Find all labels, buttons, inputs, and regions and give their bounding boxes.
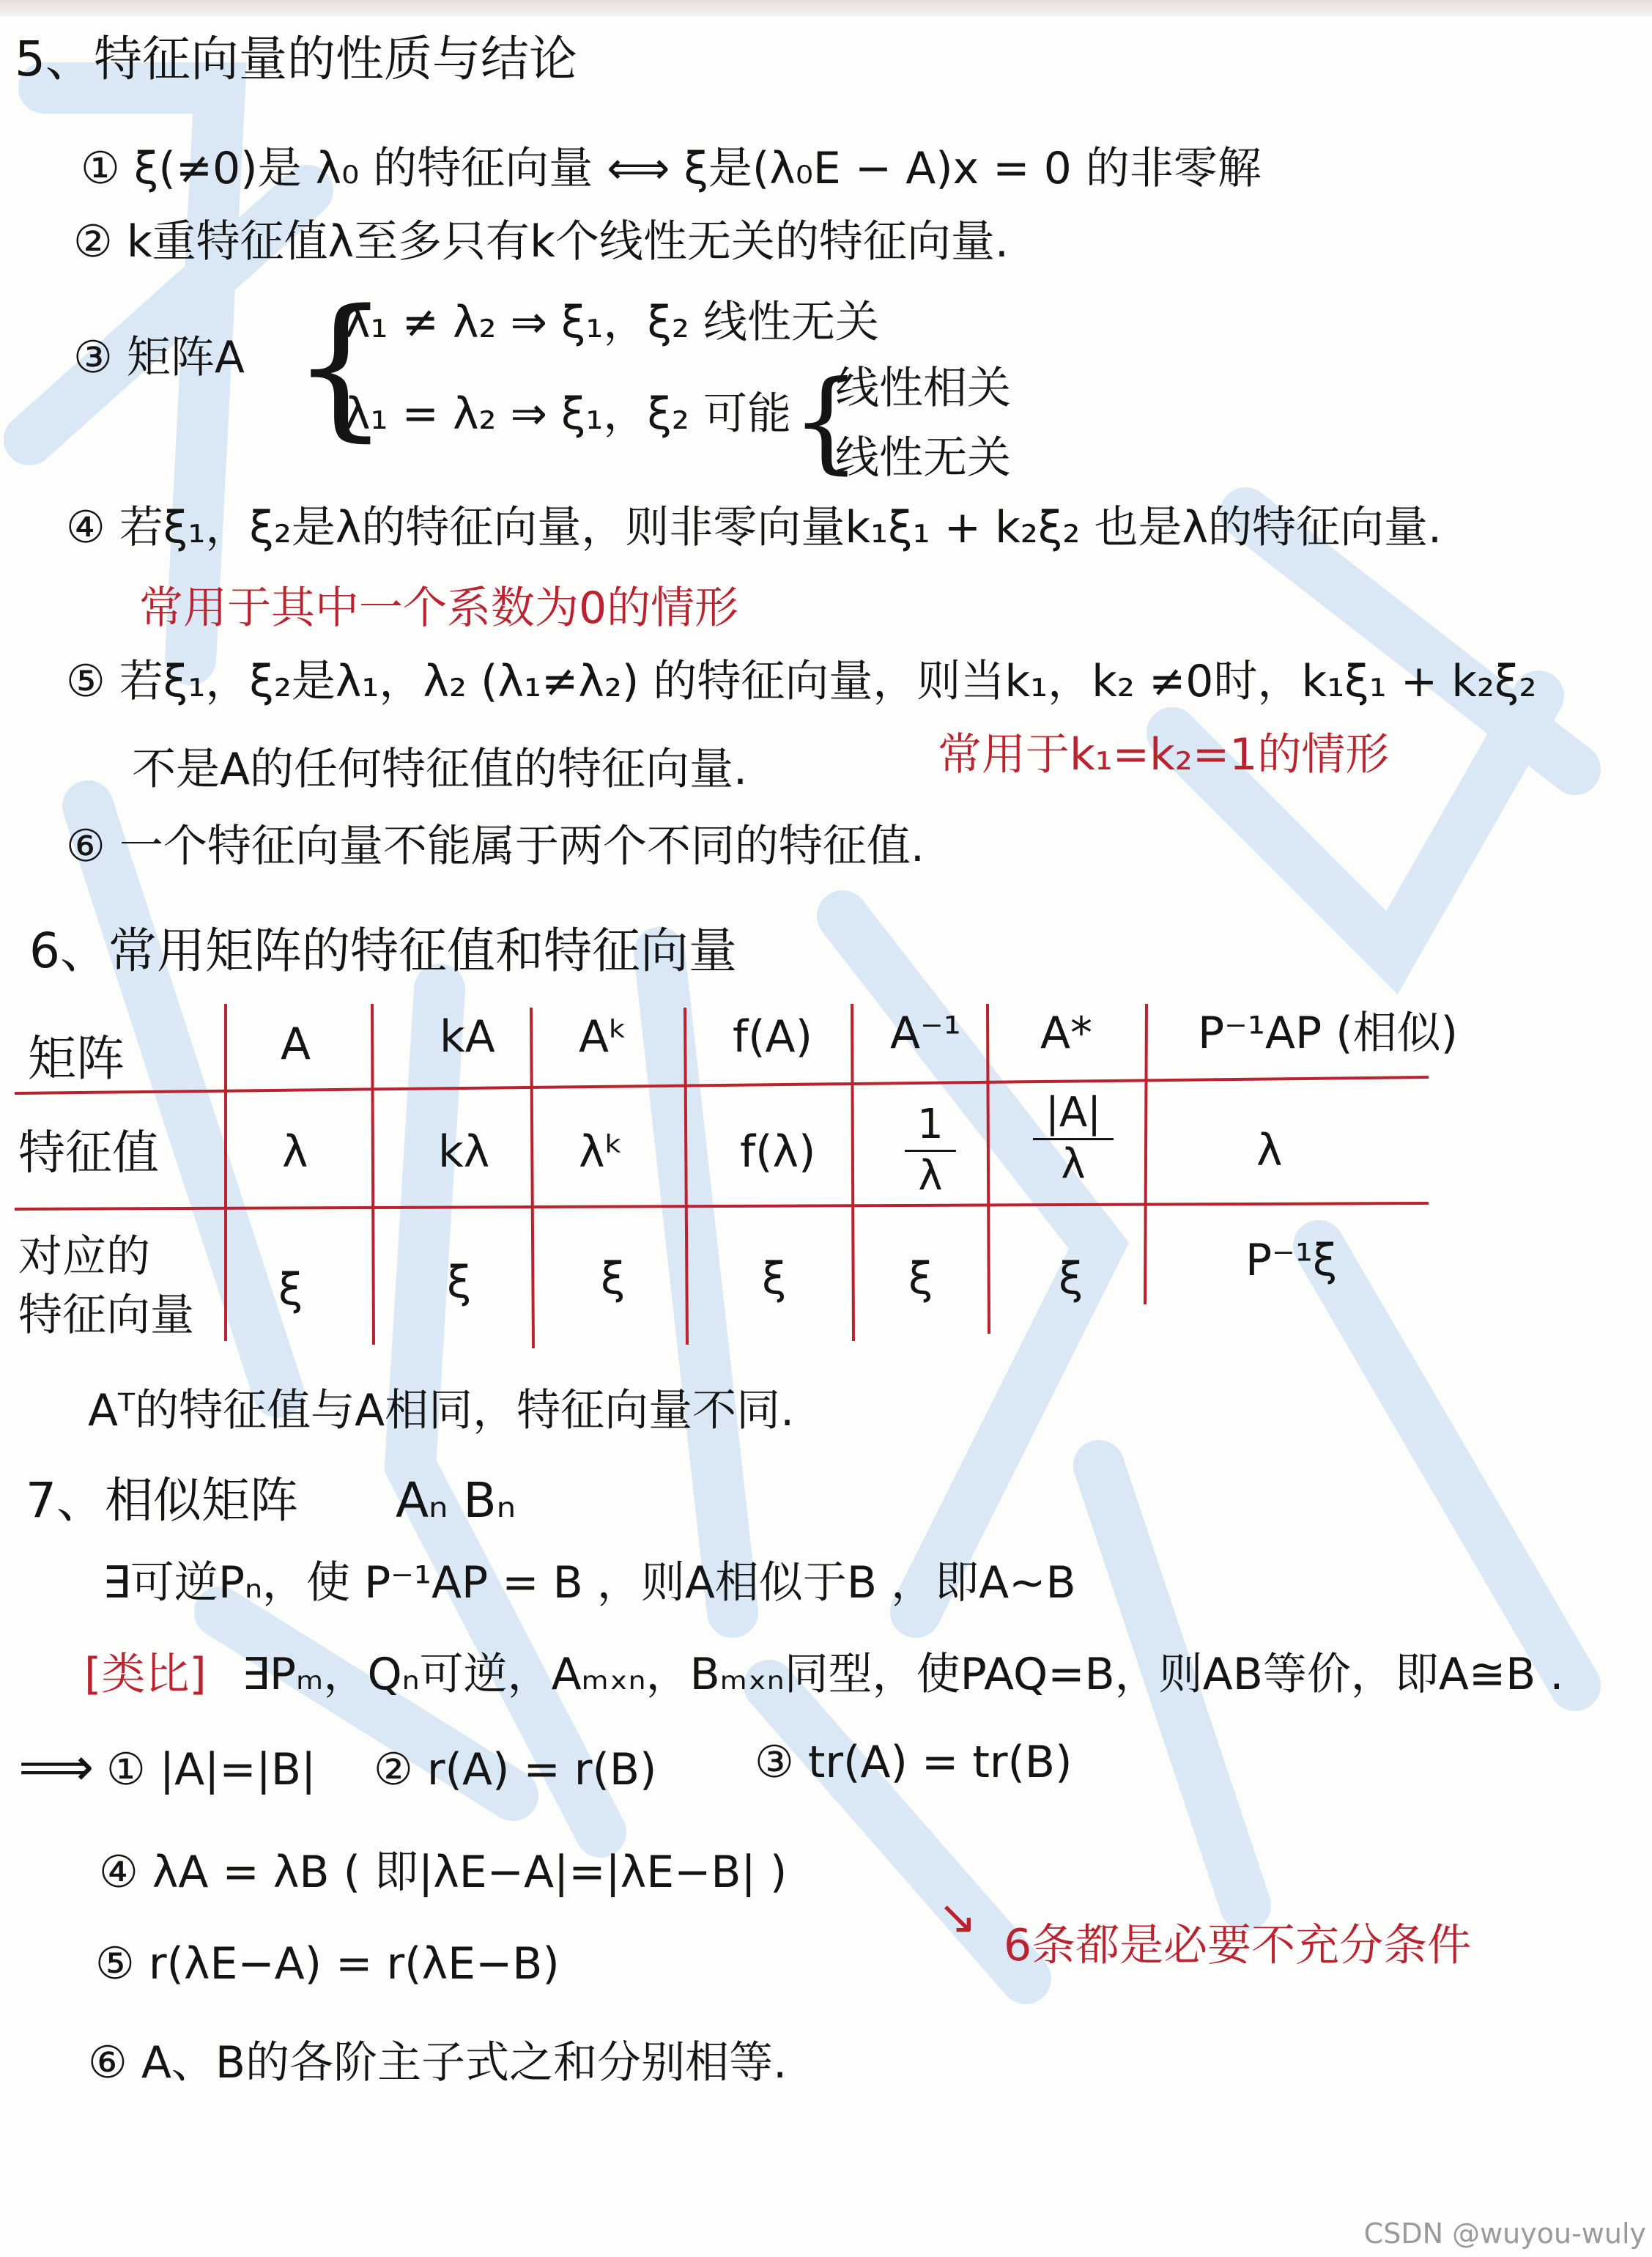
header-f-of-A: f(A) — [733, 1011, 812, 1063]
similarity-definition: ∃可逆Pₙ，使 P⁻¹AP = B ，则A相似于B ，即A∼B — [103, 1557, 1076, 1608]
source-credit: CSDN @wuyou-wuly — [1363, 2217, 1646, 2250]
eigenvector-similar-matrix: P⁻¹ξ — [1245, 1235, 1338, 1286]
eigenvector-A-power-k: ξ — [601, 1253, 626, 1304]
necessary-condition-1: ① |A|=|B| — [106, 1744, 316, 1795]
property-5-line-1: ⑤ 若ξ₁，ξ₂是λ₁，λ₂ (λ₁≠λ₂) 的特征向量，则当k₁，k₂ ≠0时，k₁ξ₁ + k₂ξ₂ — [66, 656, 1537, 707]
necessary-condition-5: ⑤ r(λE−A) = r(λE−B) — [95, 1938, 560, 1990]
header-A: A — [281, 1019, 311, 1070]
property-3-case-2: λ₁ = λ₂ ⇒ ξ₁，ξ₂ 可能 — [344, 388, 792, 440]
property-3-label: ③ 矩阵A — [73, 332, 245, 383]
eigenvector-A-inverse: ξ — [908, 1253, 933, 1304]
eigenvalue-A-inverse — [905, 1101, 956, 1200]
analogy-tag: [类比] — [84, 1649, 207, 1700]
property-1: ① ξ(≠0)是 λ₀ 的特征向量 ⟺ ξ是(λ₀E − A)x = 0 的非零解 — [81, 143, 1262, 194]
left-brace: { — [292, 276, 390, 456]
property-3-sub-independent: 线性无关 — [835, 432, 1011, 484]
property-4-note: 常用于其中一个系数为0的情形 — [139, 583, 739, 634]
implies-arrow: ⟹ — [18, 1736, 95, 1798]
necessary-condition-4: ④ λA = λB ( 即|λE−A|=|λE−B| ) — [99, 1847, 788, 1898]
row-label-matrix: 矩阵 — [28, 1030, 125, 1087]
left-brace-small: { — [791, 358, 862, 485]
note-arrow-icon: ↘ — [938, 1891, 977, 1945]
header-kA: kA — [440, 1011, 495, 1063]
eigenvalue-A-power-k: λᵏ — [579, 1126, 624, 1178]
frac-denominator: λ — [918, 1151, 943, 1200]
section-6-heading: 6、常用矩阵的特征值和特征向量 — [29, 923, 737, 979]
property-5-line-2: 不是A的任何特征值的特征向量. — [132, 744, 748, 795]
transpose-note: Aᵀ的特征值与A相同，特征向量不同. — [88, 1385, 795, 1436]
necessary-condition-3: ③ tr(A) = tr(B) — [755, 1737, 1073, 1788]
necessary-condition-2: ② r(A) = r(B) — [374, 1744, 657, 1795]
equivalence-analogy: ∃Pₘ，Qₙ可逆，Aₘₓₙ，Bₘₓₙ同型，使PAQ=B，则AB等价，即A≅B . — [242, 1649, 1564, 1700]
eigen-table — [0, 975, 1652, 1356]
section-5-heading: 5、特征向量的性质与结论 — [15, 31, 577, 87]
eigenvalue-A-adjugate — [1033, 1089, 1114, 1188]
frac-numerator: |A| — [1045, 1089, 1102, 1137]
header-similar-matrix: P⁻¹AP (相似) — [1198, 1008, 1459, 1059]
eigenvector-f-of-A: ξ — [762, 1253, 787, 1304]
header-A-inverse: A⁻¹ — [890, 1008, 961, 1059]
property-5-note: 常用于k₁=k₂=1的情形 — [938, 729, 1390, 780]
eigenvector-kA: ξ — [447, 1257, 472, 1308]
eigenvector-A-adjugate: ξ — [1059, 1253, 1084, 1304]
row-label-eigenvalue: 特征值 — [18, 1126, 159, 1181]
header-A-adjugate: A* — [1040, 1008, 1093, 1059]
eigenvalue-similar-matrix: λ — [1256, 1125, 1283, 1176]
eigenvalue-A: λ — [282, 1126, 308, 1178]
eigenvalue-kA: kλ — [438, 1126, 490, 1178]
row-label-eigenvector-1: 对应的 — [18, 1231, 150, 1282]
header-A-power-k: Aᵏ — [579, 1011, 628, 1063]
section-7-matrices: Aₙ Bₙ — [396, 1472, 516, 1529]
row-label-eigenvector-2: 特征向量 — [18, 1290, 194, 1341]
eigenvalue-f-of-A: f(λ) — [740, 1126, 816, 1178]
frac-numerator: 1 — [917, 1101, 944, 1148]
property-6: ⑥ 一个特征向量不能属于两个不同的特征值. — [66, 821, 925, 872]
page-top-edge — [0, 0, 1652, 16]
property-3-case-1: λ₁ ≠ λ₂ ⇒ ξ₁，ξ₂ 线性无关 — [344, 297, 880, 348]
necessary-conditions-note: 6条都是必要不充分条件 — [1004, 1920, 1472, 1971]
frac-denominator: λ — [1061, 1139, 1086, 1188]
property-3-sub-dependent: 线性相关 — [835, 363, 1011, 414]
necessary-condition-6: ⑥ A、B的各阶主子式之和分别相等. — [88, 2037, 788, 2088]
property-2: ② k重特征值λ至多只有k个线性无关的特征向量. — [73, 216, 1009, 267]
eigenvector-A: ξ — [278, 1264, 303, 1315]
section-7-heading: 7、相似矩阵 — [26, 1472, 298, 1529]
property-4: ④ 若ξ₁，ξ₂是λ的特征向量，则非零向量k₁ξ₁ + k₂ξ₂ 也是λ的特征向量. — [66, 502, 1442, 553]
